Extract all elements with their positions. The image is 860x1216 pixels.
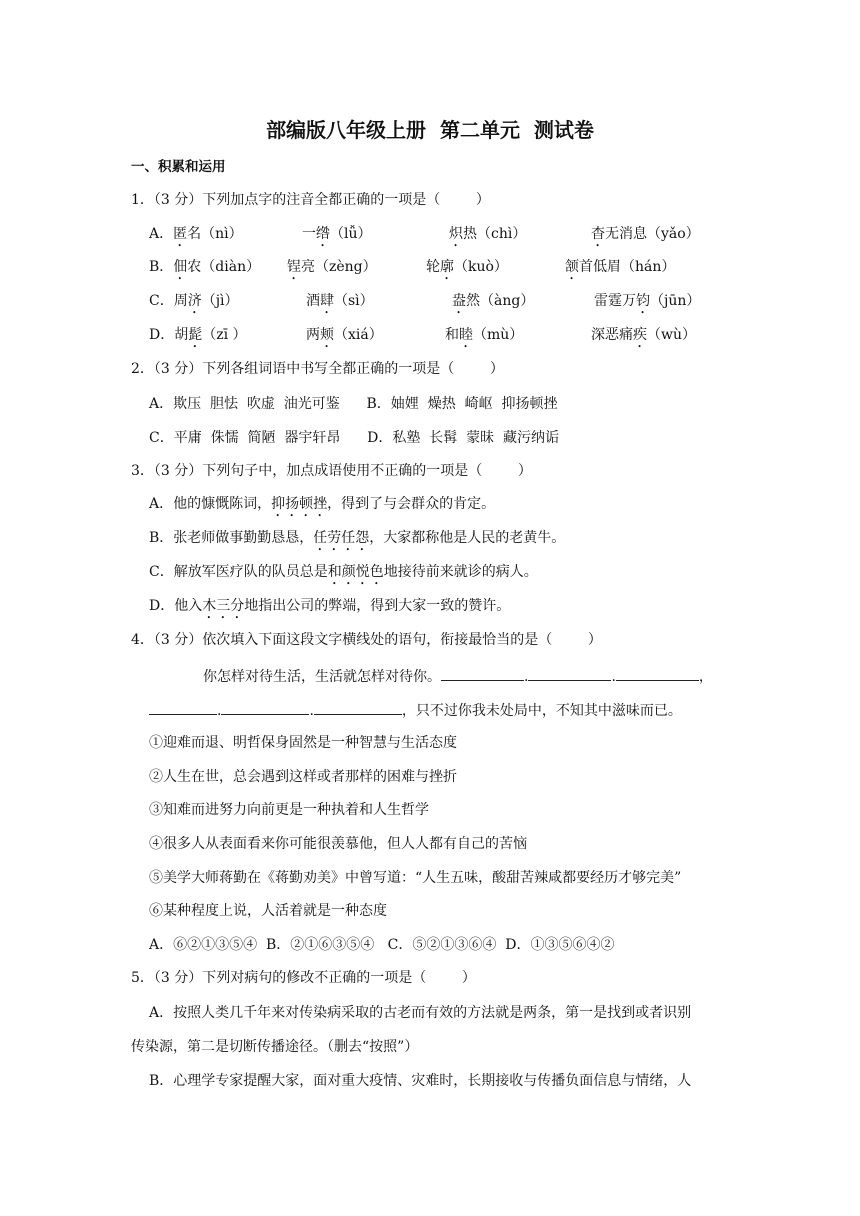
- document-title: 部编版八年级上册 第二单元 测试卷: [266, 118, 594, 142]
- q1-option-a-item-3: 炽热（chì）: [449, 226, 527, 242]
- q1-option-b-item-2: 锃亮（zèng）: [287, 259, 377, 275]
- q4-sentence-1: ①迎难而退、明哲保身固然是一种智慧与生活态度: [149, 735, 457, 751]
- q1-option-d-item-4: 深恶痛疾（wù）: [591, 327, 696, 343]
- q2-options-cd: C．平庸 侏懦 简陋 器宇轩昂 D．私塾 长髯 蒙昧 藏污纳诟: [149, 430, 560, 446]
- q1-option-d-item-1: D．胡髭（zī ）: [149, 327, 247, 343]
- answer-blank-4[interactable]: [149, 699, 217, 715]
- q3-option-c: C．解放军医疗队的队员总是和颜悦色地接待前来就诊的病人。: [149, 564, 538, 580]
- q1-option-c-item-4: 雷霆万钧（jūn）: [594, 293, 701, 309]
- q4-passage-line-1: 你怎样对待生活，生活就怎样对待你。 . . ，: [203, 665, 713, 687]
- q4-sentence-4: ④很多人从表面看来你可能很羡慕他，但人人都有自己的苦恼: [149, 836, 527, 852]
- q1-option-d-item-3: 和睦（mù）: [445, 327, 524, 343]
- q3-option-d: D．他入木三分地指出公司的弊端，得到大家一致的赞许。: [149, 598, 511, 614]
- q4-sentence-6: ⑥某种程度上说，人活着就是一种态度: [149, 903, 387, 919]
- q5-option-a-line-1: A．按照人类几千年来对传染病采取的古老而有效的方法就是两条，第一是找到或者识别: [149, 1005, 692, 1021]
- q5-option-b-line-1: B．心理学专家提醒大家，面对重大疫情、灾难时，长期接收与传播负面信息与情绪，人: [149, 1073, 692, 1089]
- q1-option-d-item-2: 两颊（xiá）: [306, 327, 383, 343]
- q1-option-c-item-1: C．周济（jì）: [149, 293, 239, 309]
- q1-option-b-item-4: 颔首低眉（hán）: [565, 259, 676, 275]
- q1-option-c-item-2: 酒肆（sì）: [306, 293, 374, 309]
- answer-blank-6[interactable]: [314, 699, 402, 715]
- q4-choices: A．⑥②①③⑤④ B．②①⑥③⑤④ C．⑤②①③⑥④ D．①③⑤⑥④②: [149, 937, 615, 953]
- q3-option-b: B．张老师做事勤勤恳恳，任劳任怨，大家都称他是人民的老黄牛。: [149, 530, 566, 546]
- answer-blank-2[interactable]: [528, 665, 611, 681]
- q4-passage-line-2: . . ，只不过你我未处局中，不知其中滋味而已。: [149, 699, 682, 721]
- q2-options-ab: A．欺压 胆怯 吹虚 油光可鉴 B．妯娌 燥热 崎岖 抑扬顿挫: [149, 396, 558, 412]
- q4-stem: 4．（3 分）依次填入下面这段文字横线处的语句，衔接最恰当的是（ ）: [131, 632, 602, 648]
- q1-option-b-item-3: 轮廓（kuò）: [426, 259, 508, 275]
- answer-blank-3[interactable]: [616, 665, 699, 681]
- q1-stem: 1．（3 分）下列加点字的注音全都正确的一项是（ ）: [131, 192, 490, 208]
- q1-option-a-item-1: A．匿名（nì）: [149, 226, 243, 242]
- answer-blank-5[interactable]: [221, 699, 309, 715]
- q4-sentence-3: ③知难而进努力向前更是一种执着和人生哲学: [149, 802, 429, 818]
- q5-stem: 5．（3 分）下列对病句的修改不正确的一项是（ ）: [131, 970, 476, 986]
- q4-sentence-2: ②人生在世，总会遇到这样或者那样的困难与挫折: [149, 769, 457, 785]
- q5-option-a-line-2: 传染源，第二是切断传播途径。（删去“按照”）: [131, 1039, 419, 1055]
- section-heading: 一、积累和运用: [131, 159, 226, 175]
- q3-option-a: A．他的慷慨陈词，抑扬顿挫，得到了与会群众的肯定。: [149, 496, 496, 512]
- q1-option-c-item-3: 盎然（àng）: [452, 293, 535, 309]
- q2-stem: 2．（3 分）下列各组词语中书写全都正确的一项是（ ）: [131, 361, 504, 377]
- q1-option-a-item-2: 一绺（lǚ）: [302, 226, 372, 242]
- q3-stem: 3．（3 分）下列句子中，加点成语使用不正确的一项是（ ）: [131, 463, 532, 479]
- answer-blank-1[interactable]: [441, 665, 524, 681]
- q1-option-a-item-4: 杳无消息（yǎo）: [591, 226, 700, 242]
- q4-sentence-5: ⑤美学大师蒋勤在《蒋勤劝美》中曾写道：“人生五味，酸甜苦辣咸都要经历才够完美”: [149, 870, 682, 886]
- q1-option-b-item-1: B．佃农（diàn）: [149, 259, 261, 275]
